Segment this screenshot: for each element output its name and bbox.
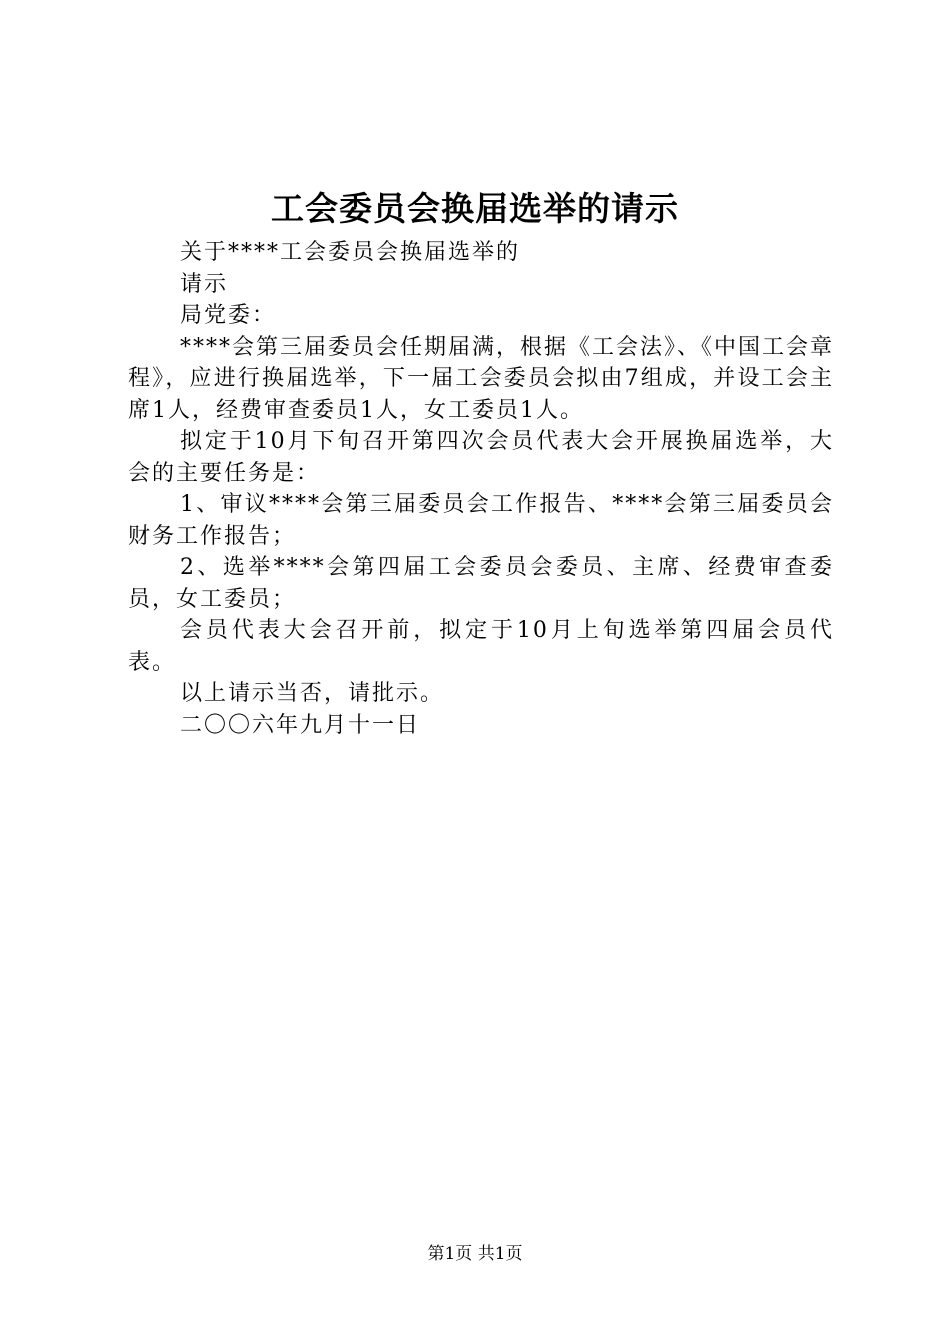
subject-line: 关于****工会委员会换届选举的: [180, 240, 521, 265]
closing-line: 以上请示当否，请批示。: [180, 681, 445, 706]
task-item: 1、审议****会第三届委员会工作报告、****会第三届委员会财务工作报告；: [128, 492, 834, 549]
subject-line-continued: 请示: [180, 271, 229, 297]
body-paragraph: 拟定于10月下旬召开第四次会员代表大会开展换届选举，大会的主要任务是：: [128, 429, 834, 486]
salutation: 局党委：: [180, 303, 277, 328]
body-paragraph: 会员代表大会召开前，拟定于10月上旬选举第四届会员代表。: [128, 618, 834, 675]
document-title: 工会委员会换届选举的请示: [271, 189, 679, 228]
document-date: 二〇〇六年九月十一日: [180, 712, 421, 738]
task-item: 2、选举****会第四届工会委员会委员、主席、经费审查委员，女工委员；: [128, 555, 834, 612]
document-body: [128, 237, 834, 741]
body-paragraph: ****会第三届委员会任期届满，根据《工会法》、《中国工会章程》，应进行换届选举，下一届工会委员会拟由7组成，并设工会主席1人，经费审查委员1人，女工委员1人。: [128, 334, 835, 423]
page-footer: 第1页 共1页: [427, 1244, 523, 1264]
